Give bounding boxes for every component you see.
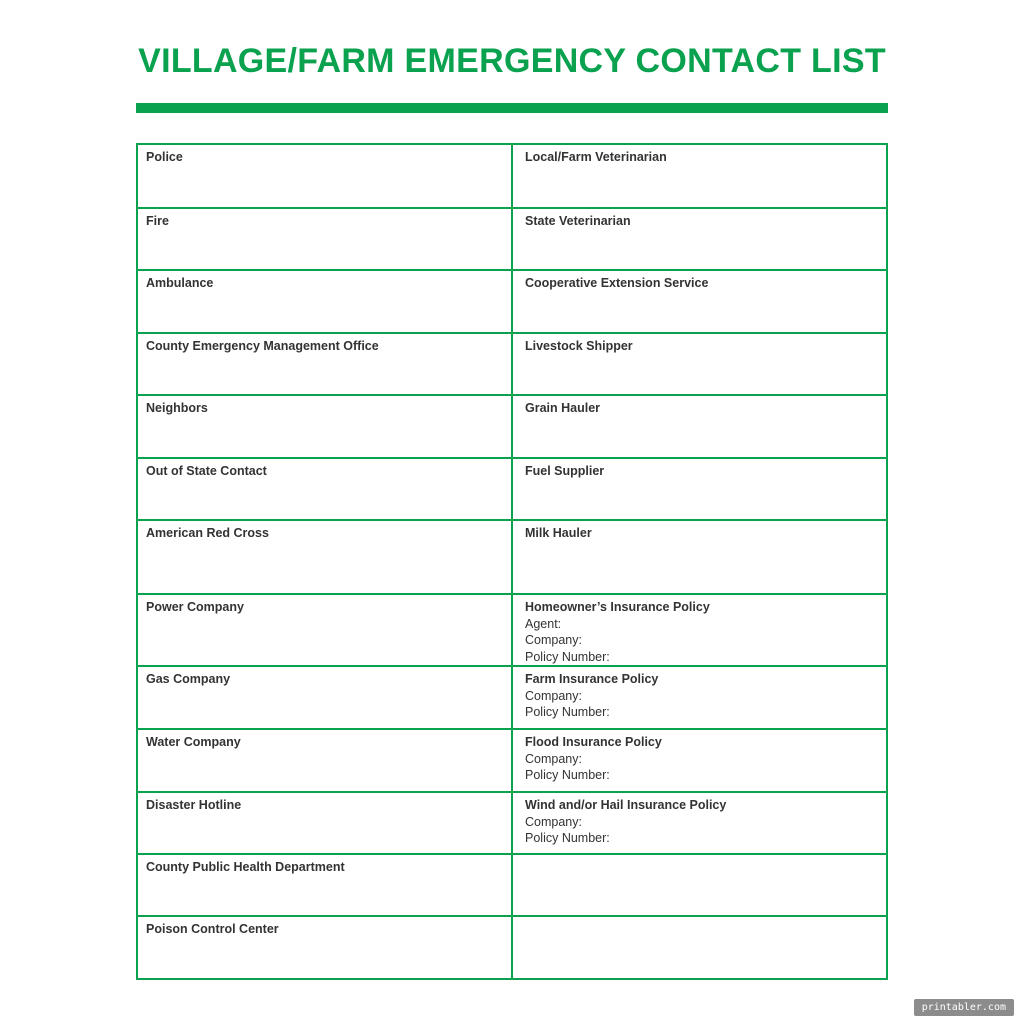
contact-cell-right[interactable] xyxy=(512,395,887,458)
contact-cell-right[interactable] xyxy=(512,729,887,792)
contact-cell-right[interactable] xyxy=(512,854,887,916)
contact-row xyxy=(137,144,887,208)
contact-row xyxy=(137,458,887,520)
contact-cell-right[interactable] xyxy=(512,144,887,208)
contact-row xyxy=(137,520,887,594)
watermark: printabler.com xyxy=(914,999,1014,1016)
contact-cell-field-label: Policy Number: xyxy=(525,649,610,664)
contact-table xyxy=(136,143,888,980)
page-title: VILLAGE/FARM EMERGENCY CONTACT LIST xyxy=(138,42,886,80)
contact-cell-left[interactable] xyxy=(137,792,512,854)
contact-cell-label: Out of State Contact xyxy=(146,464,267,478)
contact-cell-left[interactable] xyxy=(137,270,512,333)
contact-cell-label: Gas Company xyxy=(146,672,231,686)
contact-row xyxy=(137,270,887,333)
contact-cell-label: Homeowner’s Insurance Policy xyxy=(525,600,710,614)
contact-cell-left[interactable] xyxy=(137,594,512,666)
contact-cell-left[interactable] xyxy=(137,395,512,458)
contact-row xyxy=(137,792,887,854)
contact-row xyxy=(137,666,887,729)
contact-cell-label: Fuel Supplier xyxy=(525,464,605,478)
contact-cell-field-label: Agent: xyxy=(525,616,562,631)
contact-cell-field-label: Company: xyxy=(525,814,582,829)
contact-cell-label: Local/Farm Veterinarian xyxy=(525,150,667,164)
contact-cell-label: County Public Health Department xyxy=(146,860,345,874)
contact-row xyxy=(137,916,887,979)
contact-cell-label: County Emergency Management Office xyxy=(146,339,379,353)
contact-cell-label: American Red Cross xyxy=(146,526,269,540)
contact-cell-field-label: Company: xyxy=(525,751,582,766)
contact-cell-right[interactable] xyxy=(512,916,887,979)
contact-cell-left[interactable] xyxy=(137,458,512,520)
contact-row xyxy=(137,594,887,666)
contact-cell-label: Neighbors xyxy=(146,401,208,415)
contact-cell-label: Ambulance xyxy=(146,276,214,290)
contact-cell-right[interactable] xyxy=(512,666,887,729)
contact-row xyxy=(137,854,887,916)
contact-cell-field-label: Company: xyxy=(525,633,582,647)
contact-cell-label: Farm Insurance Policy xyxy=(525,672,659,686)
contact-cell-left[interactable] xyxy=(137,916,512,979)
contact-cell-left[interactable] xyxy=(137,854,512,916)
contact-cell-label: Fire xyxy=(146,214,169,228)
contact-cell-right[interactable] xyxy=(512,270,887,333)
contact-row xyxy=(137,729,887,792)
contact-cell-label: State Veterinarian xyxy=(525,214,631,228)
contact-cell-label: Disaster Hotline xyxy=(146,798,242,812)
contact-cell-label: Milk Hauler xyxy=(525,526,592,540)
contact-cell-label: Livestock Shipper xyxy=(525,339,633,353)
contact-row xyxy=(137,395,887,458)
contact-row xyxy=(137,333,887,395)
contact-cell-field-label: Policy Number: xyxy=(525,831,610,845)
contact-cell-field-label: Company: xyxy=(525,688,582,703)
title-underline xyxy=(136,103,888,113)
contact-row xyxy=(137,208,887,270)
contact-cell-label: Water Company xyxy=(146,735,241,749)
contact-cell-label: Wind and/or Hail Insurance Policy xyxy=(525,798,727,812)
contact-cell-right[interactable] xyxy=(512,458,887,520)
contact-cell-left[interactable] xyxy=(137,520,512,594)
contact-cell-left[interactable] xyxy=(137,666,512,729)
contact-cell-left[interactable] xyxy=(137,208,512,270)
contact-cell-left[interactable] xyxy=(137,333,512,395)
contact-cell-label: Grain Hauler xyxy=(525,401,601,415)
contact-cell-left[interactable] xyxy=(137,144,512,208)
contact-cell-right[interactable] xyxy=(512,208,887,270)
contact-cell-right[interactable] xyxy=(512,333,887,395)
contact-cell-label: Power Company xyxy=(146,600,244,614)
contact-cell-field-label: Policy Number: xyxy=(525,768,610,782)
contact-table-body xyxy=(137,144,887,979)
contact-cell-field-label: Policy Number: xyxy=(525,705,610,719)
contact-cell-right[interactable] xyxy=(512,792,887,854)
contact-cell-label: Flood Insurance Policy xyxy=(525,735,662,749)
contact-cell-label: Poison Control Center xyxy=(146,922,279,936)
contact-cell-label: Cooperative Extension Service xyxy=(525,276,709,290)
contact-cell-right[interactable] xyxy=(512,520,887,594)
contact-cell-right[interactable] xyxy=(512,594,887,666)
contact-cell-label: Police xyxy=(146,150,183,164)
contact-cell-left[interactable] xyxy=(137,729,512,792)
